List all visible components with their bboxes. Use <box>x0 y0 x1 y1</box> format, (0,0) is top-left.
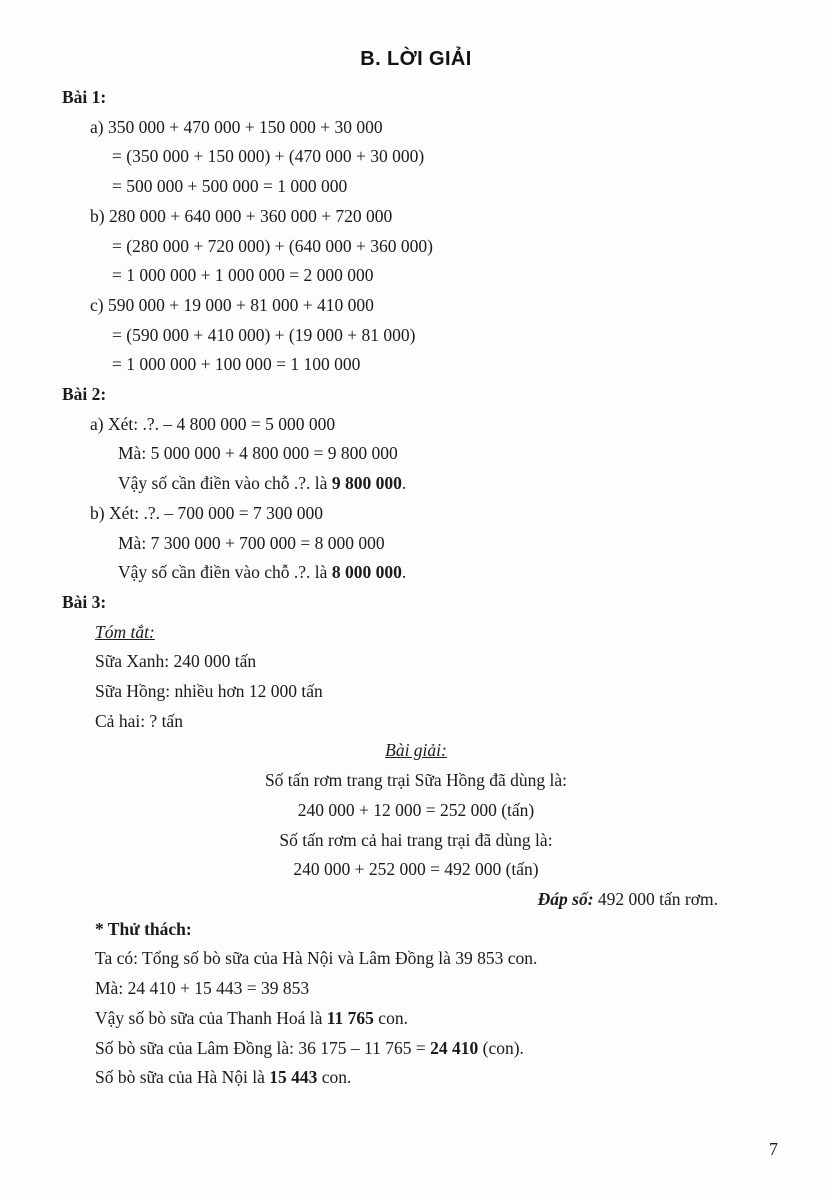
section-thuthach <box>62 915 770 1093</box>
summary-line-3: Cả hai: ? tấn <box>95 710 183 731</box>
answer-bold: 11 765 <box>326 1007 374 1028</box>
baigiai-label <box>62 736 770 766</box>
bai1-line-b2: = (280 000 + 720 000) + (640 000 + 360 000) <box>112 235 433 256</box>
summary-line-1: Sữa Xanh: 240 000 tấn <box>95 651 257 672</box>
bai1-line-a2: = (350 000 + 150 000) + (470 000 + 30 000) <box>112 146 425 167</box>
text-run: Vậy số bò sữa của Thanh Hoá là <box>95 1007 327 1028</box>
thuthach-heading: * Thử thách: <box>95 918 192 939</box>
text-run: Vậy số cần điền vào chỗ .?. là <box>118 562 332 583</box>
answer-bold: 15 443 <box>269 1067 318 1088</box>
bai2-line-b2: Mà: 7 300 000 + 700 000 = 8 000 000 <box>118 532 385 553</box>
thuthach-line-5 <box>62 1063 770 1093</box>
bai1-line-a3: = 500 000 + 500 000 = 1 000 000 <box>112 176 348 197</box>
section-bai2 <box>62 380 770 588</box>
bai1-line-b3: = 1 000 000 + 1 000 000 = 2 000 000 <box>112 265 374 286</box>
answer-bold: 9 800 000 <box>331 473 402 494</box>
text-run: Số bò sữa của Hà Nội là <box>95 1067 270 1088</box>
tomtat-label <box>62 618 770 648</box>
bai2-line-b1: b) Xét: .?. – 700 000 = 7 300 000 <box>90 502 323 523</box>
bai2-line-a1: a) Xét: .?. – 4 800 000 = 5 000 000 <box>90 413 336 434</box>
bai2-line-a2: Mà: 5 000 000 + 4 800 000 = 9 800 000 <box>118 443 398 464</box>
solution-line-3: Số tấn rơm cả hai trang trại đã dùng là: <box>279 829 553 850</box>
page-title: B. LỜI GIẢI <box>360 48 472 70</box>
dapso-value: 492 000 tấn rơm. <box>593 888 718 909</box>
text-run: Vậy số cần điền vào chỗ .?. là <box>118 473 332 494</box>
page-number: 7 <box>769 1139 778 1159</box>
thuthach-line-2: Mà: 24 410 + 15 443 = 39 853 <box>95 978 310 999</box>
text-run: Bài giải: <box>385 740 447 761</box>
summary-line-2: Sữa Hồng: nhiều hơn 12 000 tấn <box>95 681 323 702</box>
thuthach-line-4 <box>62 1034 770 1064</box>
solution-line-4: 240 000 + 252 000 = 492 000 (tấn) <box>293 859 539 880</box>
bai2-heading: Bài 2: <box>62 384 107 405</box>
bai2-line-a3 <box>62 469 770 499</box>
text-run: . <box>401 473 407 494</box>
bai1-line-c2: = (590 000 + 410 000) + (19 000 + 81 000) <box>112 324 416 345</box>
answer-bold: 24 410 <box>430 1037 479 1058</box>
bai1-line-c3: = 1 000 000 + 100 000 = 1 100 000 <box>112 354 361 375</box>
solution-line-2: 240 000 + 12 000 = 252 000 (tấn) <box>297 799 535 820</box>
section-bai1 <box>62 83 770 380</box>
bai1-heading: Bài 1: <box>62 87 107 107</box>
bai1-line-a1: a) 350 000 + 470 000 + 150 000 + 30 000 <box>90 116 383 137</box>
bai1-line-c1: c) 590 000 + 19 000 + 81 000 + 410 000 <box>90 294 374 315</box>
bai2-line-b3 <box>62 558 770 588</box>
section-bai3 <box>62 588 770 915</box>
thuthach-line-3 <box>62 1004 770 1034</box>
text-run: Số bò sữa của Lâm Đồng là: 36 175 – 11 765 = <box>95 1037 431 1058</box>
thuthach-line-1: Ta có: Tổng số bò sữa của Hà Nội và Lâm Đồng là 39 853 con. <box>95 948 538 969</box>
solution-line-1: Số tấn rơm trang trại Sữa Hồng đã dùng là: <box>264 770 568 791</box>
text-run: . <box>401 562 407 583</box>
dapso-line <box>62 885 770 915</box>
text-run: con. <box>317 1067 352 1088</box>
bai3-heading: Bài 3: <box>62 591 107 612</box>
answer-bold: 8 000 000 <box>331 562 402 583</box>
text-run: (con). <box>478 1037 524 1058</box>
dapso-label: Đáp số: <box>537 888 594 909</box>
bai1-line-b1: b) 280 000 + 640 000 + 360 000 + 720 000 <box>90 205 393 226</box>
text-run: Tóm tắt: <box>95 621 155 642</box>
text-run: con. <box>373 1007 408 1028</box>
